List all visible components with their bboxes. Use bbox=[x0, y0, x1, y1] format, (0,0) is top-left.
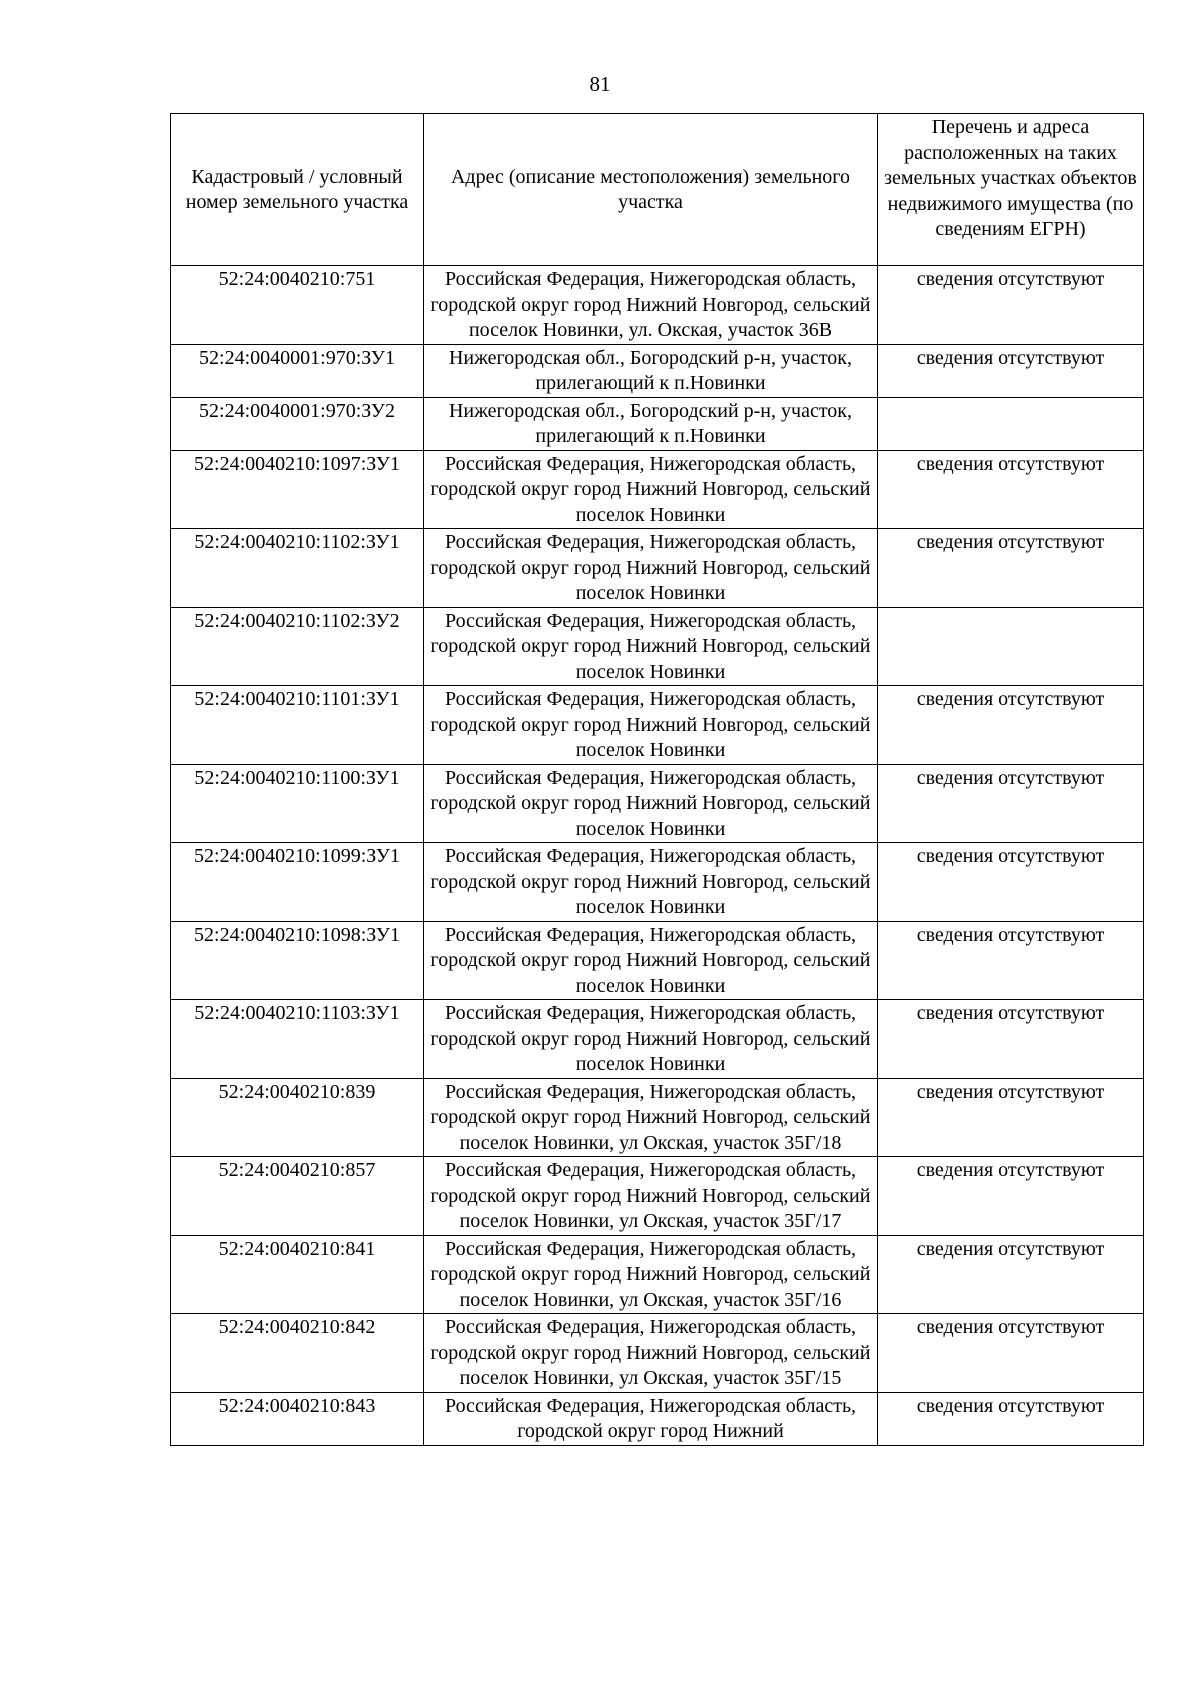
objects-cell: сведения отсутствуют bbox=[878, 764, 1144, 843]
cadastral-number-cell: 52:24:0040210:857 bbox=[171, 1157, 424, 1236]
objects-cell: сведения отсутствуют bbox=[878, 1078, 1144, 1157]
table-header bbox=[171, 114, 1144, 266]
cadastral-number-cell: 52:24:0040001:970:ЗУ2 bbox=[171, 397, 424, 450]
cadastral-number-cell: 52:24:0040210:843 bbox=[171, 1392, 424, 1445]
objects-cell: сведения отсутствуют bbox=[878, 1000, 1144, 1079]
cadastral-number-cell: 52:24:0040210:1097:ЗУ1 bbox=[171, 450, 424, 529]
objects-cell: сведения отсутствуют bbox=[878, 529, 1144, 608]
header-objects-list: Перечень и адреса расположенных на таких земельных участках объектов недвижимого имущества (по сведениям ЕГРН) bbox=[878, 114, 1144, 266]
table-row bbox=[171, 1000, 1144, 1079]
cadastral-number-cell: 52:24:0040210:1102:ЗУ2 bbox=[171, 607, 424, 686]
address-cell: Российская Федерация, Нижегородская область, городской округ город Нижний Новгород, сельский поселок Новинки bbox=[424, 921, 878, 1000]
cadastral-number-cell: 52:24:0040210:1098:ЗУ1 bbox=[171, 921, 424, 1000]
cadastral-number-cell: 52:24:0040001:970:ЗУ1 bbox=[171, 344, 424, 397]
objects-cell: сведения отсутствуют bbox=[878, 266, 1144, 345]
address-cell: Российская Федерация, Нижегородская область, городской округ город Нижний Новгород, сельский поселок Новинки, ул Окская, участок 35Г/16 bbox=[424, 1235, 878, 1314]
address-cell: Российская Федерация, Нижегородская область, городской округ город Нижний Новгород, сельский поселок Новинки bbox=[424, 764, 878, 843]
address-cell: Российская Федерация, Нижегородская область, городской округ город Нижний Новгород, сельский поселок Новинки bbox=[424, 529, 878, 608]
table-row bbox=[171, 607, 1144, 686]
cadastral-number-cell: 52:24:0040210:1099:ЗУ1 bbox=[171, 843, 424, 922]
objects-cell: сведения отсутствуют bbox=[878, 686, 1144, 765]
address-cell: Российская Федерация, Нижегородская область, городской округ город Нижний Новгород, сельский поселок Новинки, ул Окская, участок 35Г/18 bbox=[424, 1078, 878, 1157]
objects-cell: сведения отсутствуют bbox=[878, 1235, 1144, 1314]
table-row bbox=[171, 764, 1144, 843]
cadastral-number-cell: 52:24:0040210:1103:ЗУ1 bbox=[171, 1000, 424, 1079]
table-row bbox=[171, 1392, 1144, 1445]
address-cell: Российская Федерация, Нижегородская область, городской округ город Нижний Новгород, сельский поселок Новинки bbox=[424, 607, 878, 686]
objects-cell bbox=[878, 397, 1144, 450]
address-cell: Российская Федерация, Нижегородская область, городской округ город Нижний Новгород, сельский поселок Новинки bbox=[424, 686, 878, 765]
table-row bbox=[171, 529, 1144, 608]
cadastral-number-cell: 52:24:0040210:1100:ЗУ1 bbox=[171, 764, 424, 843]
table-row bbox=[171, 344, 1144, 397]
address-cell: Российская Федерация, Нижегородская область, городской округ город Нижний Новгород, сельский поселок Новинки bbox=[424, 1000, 878, 1079]
land-plots-table bbox=[170, 113, 1144, 1446]
address-cell: Российская Федерация, Нижегородская область, городской округ город Нижний Новгород, сельский поселок Новинки bbox=[424, 450, 878, 529]
address-cell: Российская Федерация, Нижегородская область, городской округ город Нижний Новгород, сельский поселок Новинки, ул. Окская, участок 36В bbox=[424, 266, 878, 345]
page-number: 81 bbox=[589, 72, 611, 96]
address-cell: Нижегородская обл., Богородский р-н, участок, прилегающий к п.Новинки bbox=[424, 344, 878, 397]
cadastral-number-cell: 52:24:0040210:841 bbox=[171, 1235, 424, 1314]
table-body bbox=[171, 266, 1144, 1446]
cadastral-number-cell: 52:24:0040210:839 bbox=[171, 1078, 424, 1157]
objects-cell: сведения отсутствуют bbox=[878, 344, 1144, 397]
table-row bbox=[171, 397, 1144, 450]
address-cell: Российская Федерация, Нижегородская область, городской округ город Нижний Новгород, сельский поселок Новинки, ул Окская, участок 35Г/15 bbox=[424, 1314, 878, 1393]
table-row bbox=[171, 921, 1144, 1000]
cadastral-number-cell: 52:24:0040210:842 bbox=[171, 1314, 424, 1393]
objects-cell: сведения отсутствуют bbox=[878, 843, 1144, 922]
table-row bbox=[171, 1157, 1144, 1236]
header-cadastral-number: Кадастровый / условный номер земельного участка bbox=[171, 114, 424, 266]
address-cell: Российская Федерация, Нижегородская область, городской округ город Нижний Новгород, сельский поселок Новинки, ул Окская, участок 35Г/17 bbox=[424, 1157, 878, 1236]
address-cell: Нижегородская обл., Богородский р-н, участок, прилегающий к п.Новинки bbox=[424, 397, 878, 450]
objects-cell: сведения отсутствуют bbox=[878, 1314, 1144, 1393]
table-row bbox=[171, 843, 1144, 922]
objects-cell bbox=[878, 607, 1144, 686]
table-row bbox=[171, 686, 1144, 765]
table-row bbox=[171, 450, 1144, 529]
table-row bbox=[171, 1235, 1144, 1314]
objects-cell: сведения отсутствуют bbox=[878, 921, 1144, 1000]
objects-cell: сведения отсутствуют bbox=[878, 1392, 1144, 1445]
cadastral-number-cell: 52:24:0040210:751 bbox=[171, 266, 424, 345]
objects-cell: сведения отсутствуют bbox=[878, 1157, 1144, 1236]
table-row bbox=[171, 1314, 1144, 1393]
header-row bbox=[171, 114, 1144, 266]
cadastral-number-cell: 52:24:0040210:1101:ЗУ1 bbox=[171, 686, 424, 765]
address-cell: Российская Федерация, Нижегородская область, городской округ город Нижний Новгород, сельский поселок Новинки bbox=[424, 843, 878, 922]
table-row bbox=[171, 1078, 1144, 1157]
header-address: Адрес (описание местоположения) земельного участка bbox=[424, 114, 878, 266]
objects-cell: сведения отсутствуют bbox=[878, 450, 1144, 529]
address-cell: Российская Федерация, Нижегородская область, городской округ город Нижний bbox=[424, 1392, 878, 1445]
table-row bbox=[171, 266, 1144, 345]
cadastral-number-cell: 52:24:0040210:1102:ЗУ1 bbox=[171, 529, 424, 608]
